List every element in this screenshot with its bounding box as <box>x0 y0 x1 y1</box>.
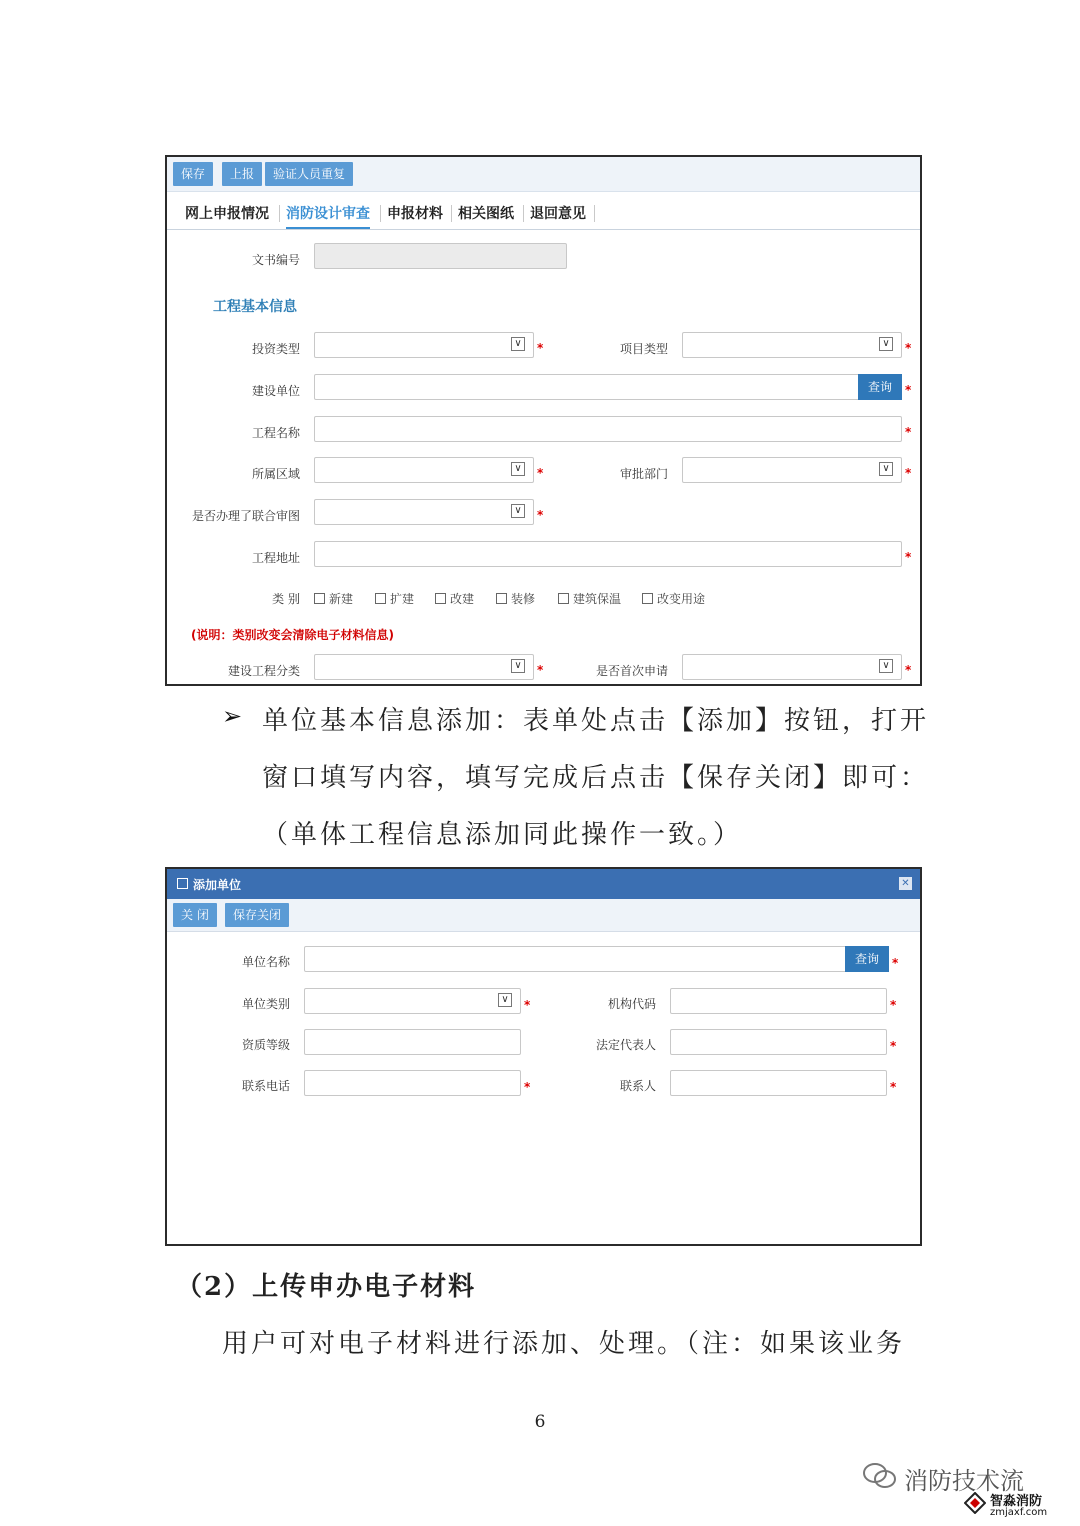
required-mark: * <box>524 998 531 1012</box>
brand-logo <box>964 1492 986 1514</box>
project-addr-input[interactable] <box>314 541 902 567</box>
form-tabs <box>167 201 920 230</box>
phone-label: 联系电话 <box>241 1079 290 1093</box>
wechat-logo <box>862 1462 898 1490</box>
joint-review-label: 是否办理了联合审图 <box>191 509 300 523</box>
checkbox-icon <box>642 593 653 604</box>
org-code-label: 机构代码 <box>607 997 656 1011</box>
bullet-icon: ➢ <box>222 702 243 730</box>
dialog-title: 添加单位 <box>193 878 242 892</box>
paragraph-line: 单位基本信息添加：表单处点击【添加】按钮，打开 <box>262 706 930 736</box>
required-mark: * <box>905 425 912 439</box>
unit-type-label: 单位类别 <box>241 997 290 1011</box>
required-mark: * <box>905 383 912 397</box>
paragraph-line: （单体工程信息添加同此操作一致。） <box>262 820 743 850</box>
category-note: (说明：类别改变会清除电子材料信息) <box>191 628 394 642</box>
chevron-down-icon: ∨ <box>879 337 893 351</box>
chevron-down-icon: ∨ <box>511 337 525 351</box>
tab-divider <box>380 205 381 222</box>
required-mark: * <box>524 1080 531 1094</box>
checkbox-icon <box>496 593 507 604</box>
required-mark: * <box>905 466 912 480</box>
project-type-select[interactable] <box>682 332 902 358</box>
required-mark: * <box>905 550 912 564</box>
required-mark: * <box>890 1080 897 1094</box>
build-unit-input[interactable] <box>314 374 902 400</box>
query-button[interactable]: 查询 <box>845 946 889 972</box>
add-unit-dialog-screenshot <box>165 867 922 1246</box>
section-title: 工程基本信息 <box>213 299 297 315</box>
tab-divider <box>523 205 524 222</box>
category-checkbox-rebuild[interactable]: 改建 <box>435 590 474 607</box>
query-button[interactable]: 查询 <box>858 374 902 400</box>
tab-divider <box>594 205 595 222</box>
region-label: 所属区域 <box>251 467 300 481</box>
doc-number-field[interactable] <box>314 243 567 269</box>
form-toolbar <box>167 157 920 192</box>
first-apply-select[interactable] <box>682 654 902 680</box>
page-number: 6 <box>534 1412 546 1432</box>
save-close-button[interactable]: 保存关闭 <box>225 903 289 927</box>
invest-type-select[interactable] <box>314 332 534 358</box>
doc-number-label: 文书编号 <box>251 253 300 267</box>
tab-return-opinion[interactable]: 退回意见 <box>530 206 586 222</box>
checkbox-icon <box>375 593 386 604</box>
tab-divider <box>279 205 280 222</box>
category-checkbox-new[interactable]: 新建 <box>314 590 353 607</box>
required-mark: * <box>890 1039 897 1053</box>
project-name-label: 工程名称 <box>251 426 300 440</box>
tab-fire-design-review[interactable]: 消防设计审查 <box>286 203 370 229</box>
tab-materials[interactable]: 申报材料 <box>387 206 443 222</box>
chevron-down-icon: ∨ <box>879 659 893 673</box>
build-unit-label: 建设单位 <box>251 384 300 398</box>
paragraph-line: 用户可对电子材料进行添加、处理。（注：如果该业务 <box>222 1329 906 1359</box>
report-button[interactable]: 上报 <box>222 162 262 186</box>
save-button[interactable]: 保存 <box>173 162 213 186</box>
project-type-label: 项目类型 <box>619 342 668 356</box>
legal-rep-input[interactable] <box>670 1029 887 1055</box>
tab-divider <box>451 205 452 222</box>
checkbox-icon <box>435 593 446 604</box>
legal-rep-label: 法定代表人 <box>595 1038 656 1052</box>
phone-input[interactable] <box>304 1070 521 1096</box>
joint-review-select[interactable] <box>314 499 534 525</box>
brand-name: 智淼消防 <box>990 1494 1043 1509</box>
contact-label: 联系人 <box>619 1079 656 1093</box>
qual-level-label: 资质等级 <box>241 1038 290 1052</box>
qual-level-input[interactable] <box>304 1029 521 1055</box>
paragraph-line: 窗口填写内容，填写完成后点击【保存关闭】即可： <box>262 763 930 793</box>
category-checkbox-expand[interactable]: 扩建 <box>375 590 414 607</box>
category-label: 类 别 <box>272 592 300 606</box>
close-icon[interactable]: ✕ <box>899 877 912 890</box>
window-icon <box>177 878 188 889</box>
checkbox-icon <box>558 593 569 604</box>
required-mark: * <box>890 998 897 1012</box>
required-mark: * <box>537 466 544 480</box>
project-addr-label: 工程地址 <box>251 551 300 565</box>
org-code-input[interactable] <box>670 988 887 1014</box>
required-mark: * <box>905 341 912 355</box>
approve-dept-select[interactable] <box>682 457 902 483</box>
project-form-screenshot <box>165 155 922 686</box>
verify-duplicate-button[interactable]: 验证人员重复 <box>265 162 353 186</box>
build-class-select[interactable] <box>314 654 534 680</box>
chevron-down-icon: ∨ <box>511 462 525 476</box>
required-mark: * <box>537 341 544 355</box>
required-mark: * <box>537 663 544 677</box>
project-name-input[interactable] <box>314 416 902 442</box>
chevron-down-icon: ∨ <box>511 504 525 518</box>
checkbox-icon <box>314 593 325 604</box>
close-button[interactable]: 关 闭 <box>173 903 217 927</box>
first-apply-label: 是否首次申请 <box>595 664 668 678</box>
build-class-label: 建设工程分类 <box>227 664 300 678</box>
watermark-text: 消防技术流 <box>904 1467 1024 1495</box>
required-mark: * <box>892 956 899 970</box>
chevron-down-icon: ∨ <box>511 659 525 673</box>
unit-name-label: 单位名称 <box>241 955 290 969</box>
region-select[interactable] <box>314 457 534 483</box>
category-checkbox-decorate[interactable]: 装修 <box>496 590 535 607</box>
category-checkbox-change-use[interactable]: 改变用途 <box>642 590 705 607</box>
required-mark: * <box>537 508 544 522</box>
contact-input[interactable] <box>670 1070 887 1096</box>
invest-type-label: 投资类型 <box>251 342 300 356</box>
dialog-toolbar <box>167 899 920 932</box>
required-mark: * <box>905 663 912 677</box>
approve-dept-label: 审批部门 <box>619 467 668 481</box>
section-heading: （2）上传申办电子材料 <box>176 1272 477 1302</box>
category-checkbox-insulation[interactable]: 建筑保温 <box>558 590 621 607</box>
tab-drawings[interactable]: 相关图纸 <box>458 206 514 222</box>
chevron-down-icon: ∨ <box>498 993 512 1007</box>
tab-online-report[interactable]: 网上申报情况 <box>185 206 269 222</box>
brand-site: zmjaxf.com <box>990 1507 1048 1518</box>
unit-name-input[interactable] <box>304 946 889 972</box>
dialog-header <box>167 869 920 899</box>
chevron-down-icon: ∨ <box>879 462 893 476</box>
unit-type-select[interactable] <box>304 988 521 1014</box>
